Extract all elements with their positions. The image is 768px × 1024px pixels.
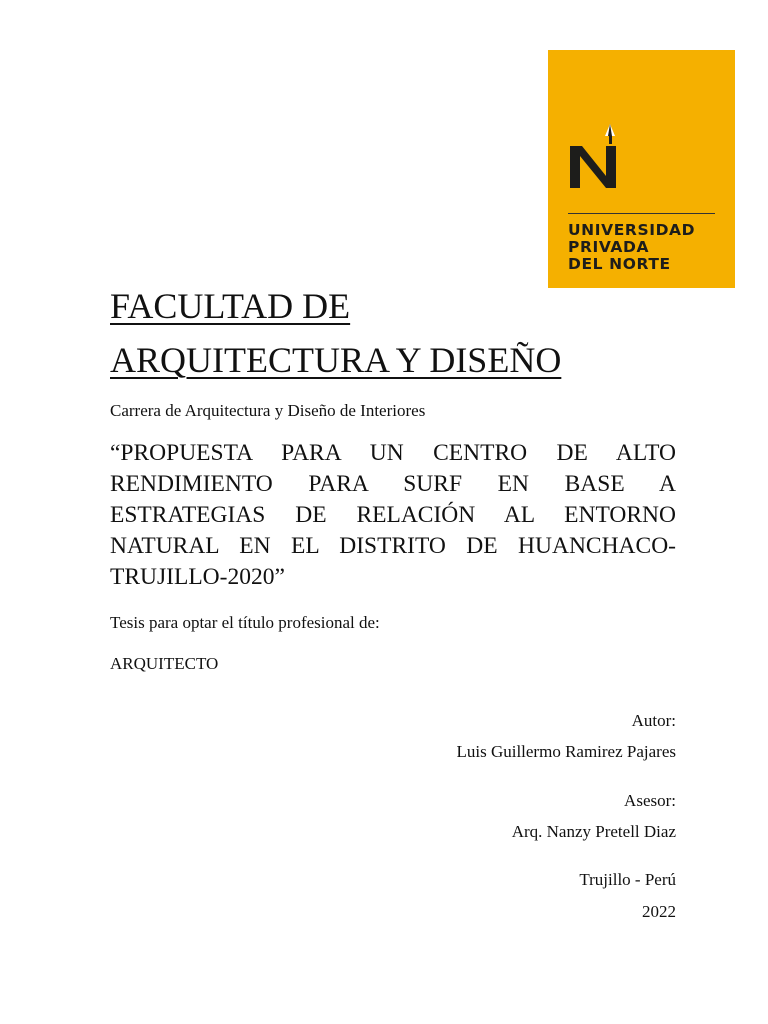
advisor-name: Arq. Nanzy Pretell Diaz xyxy=(511,822,676,841)
advisor-label: Asesor: xyxy=(624,791,676,810)
faculty-title-line-2: ARQUITECTURA Y DISEÑO xyxy=(110,340,562,380)
career-line: Carrera de Arquitectura y Diseño de Interiores xyxy=(110,401,426,420)
place: Trujillo - Perú xyxy=(579,870,676,889)
thesis-title: “PROPUESTA PARA UN CENTRO DE ALTO RENDIMIENTO PARA SURF EN BASE A ESTRATEGIAS DE RELACIÓN AL ENTORNO NATURAL EN EL DISTRITO DE HUANCHACO-TRUJILLO-2020” xyxy=(110,440,676,590)
logo-divider xyxy=(568,213,715,214)
author-name: Luis Guillermo Ramirez Pajares xyxy=(456,742,676,761)
author-label: Autor: xyxy=(631,711,676,730)
thesis-purpose: Tesis para optar el título profesional de: xyxy=(110,613,380,632)
year: 2022 xyxy=(642,902,676,921)
faculty-title-line-1: FACULTAD DE xyxy=(110,286,351,326)
logo-line-2: PRIVADA xyxy=(568,238,650,256)
university-logo xyxy=(548,50,735,288)
logo-line-3: DEL NORTE xyxy=(568,255,671,273)
logo-n-emblem-icon xyxy=(566,120,626,190)
degree: ARQUITECTO xyxy=(110,654,219,673)
logo-line-1: UNIVERSIDAD xyxy=(568,221,696,239)
